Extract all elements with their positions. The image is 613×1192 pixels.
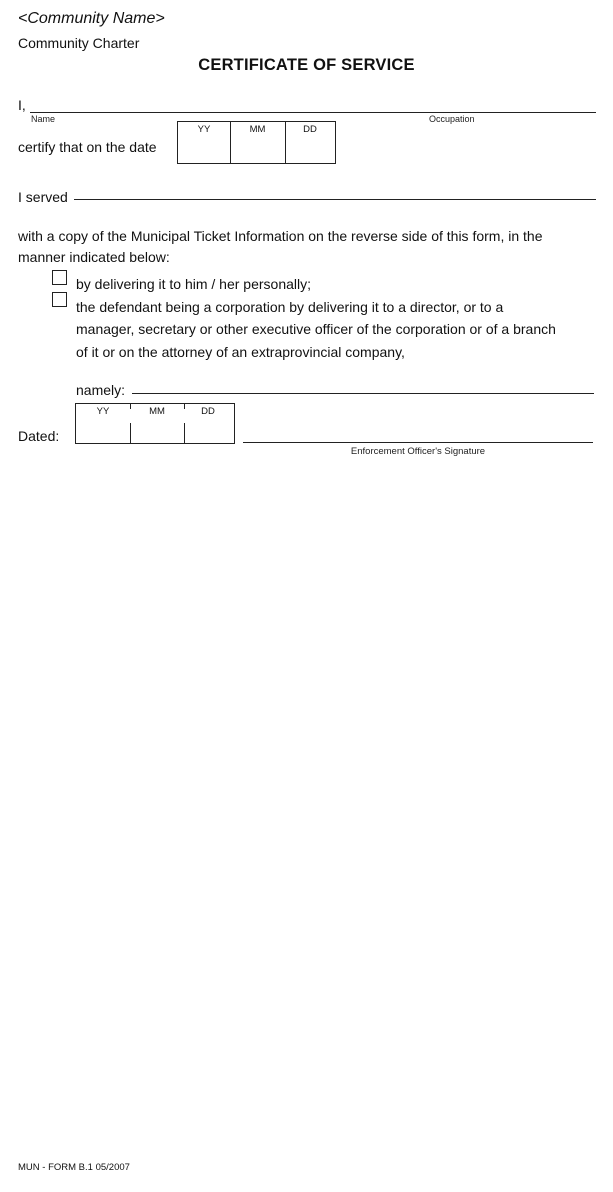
date-divider bbox=[184, 423, 185, 443]
name-label: Name bbox=[31, 114, 56, 124]
served-label: I served bbox=[18, 189, 68, 205]
signature-field[interactable] bbox=[243, 442, 593, 443]
dated-label: Dated: bbox=[18, 428, 60, 444]
dated-date-box[interactable] bbox=[75, 403, 235, 444]
community-charter-label: Community Charter bbox=[18, 35, 140, 51]
date-yy-label: YY bbox=[197, 124, 211, 135]
date-mm-label: MM bbox=[249, 124, 266, 135]
i-prefix: I, bbox=[18, 97, 26, 113]
corporation-delivery-text-line-2: manager, secretary or other executive officer of the corporation or of a branch bbox=[76, 321, 556, 337]
form-identifier: MUN - FORM B.1 05/2007 bbox=[18, 1162, 130, 1173]
corporation-delivery-checkbox[interactable] bbox=[52, 292, 67, 307]
date-divider bbox=[130, 423, 131, 443]
occupation-label: Occupation bbox=[429, 114, 475, 124]
service-date-box[interactable] bbox=[177, 121, 336, 164]
served-person-field[interactable] bbox=[74, 199, 596, 200]
copy-text-line-2: manner indicated below: bbox=[18, 249, 170, 265]
community-name: <Community Name> bbox=[18, 10, 165, 27]
personal-delivery-text: by delivering it to him / her personally; bbox=[76, 276, 311, 292]
dated-yy-label: YY bbox=[96, 406, 110, 417]
corporation-delivery-text-line-3: of it or on the attorney of an extraprovincial company, bbox=[76, 344, 405, 360]
namely-field[interactable] bbox=[132, 393, 594, 394]
personal-delivery-checkbox[interactable] bbox=[52, 270, 67, 285]
page-title: CERTIFICATE OF SERVICE bbox=[198, 56, 415, 74]
dated-mm-label: MM bbox=[149, 406, 165, 417]
corporation-delivery-text-line-1: the defendant being a corporation by delivering it to a director, or to a bbox=[76, 299, 504, 315]
name-occupation-field[interactable] bbox=[30, 112, 596, 113]
signature-label: Enforcement Officer's Signature bbox=[350, 446, 486, 457]
namely-label: namely: bbox=[76, 382, 126, 398]
date-dd-label: DD bbox=[303, 124, 317, 135]
copy-text-line-1: with a copy of the Municipal Ticket Information on the reverse side of this form, in the bbox=[18, 228, 543, 244]
certify-text: certify that on the date bbox=[18, 139, 157, 155]
dated-dd-label: DD bbox=[201, 406, 215, 417]
